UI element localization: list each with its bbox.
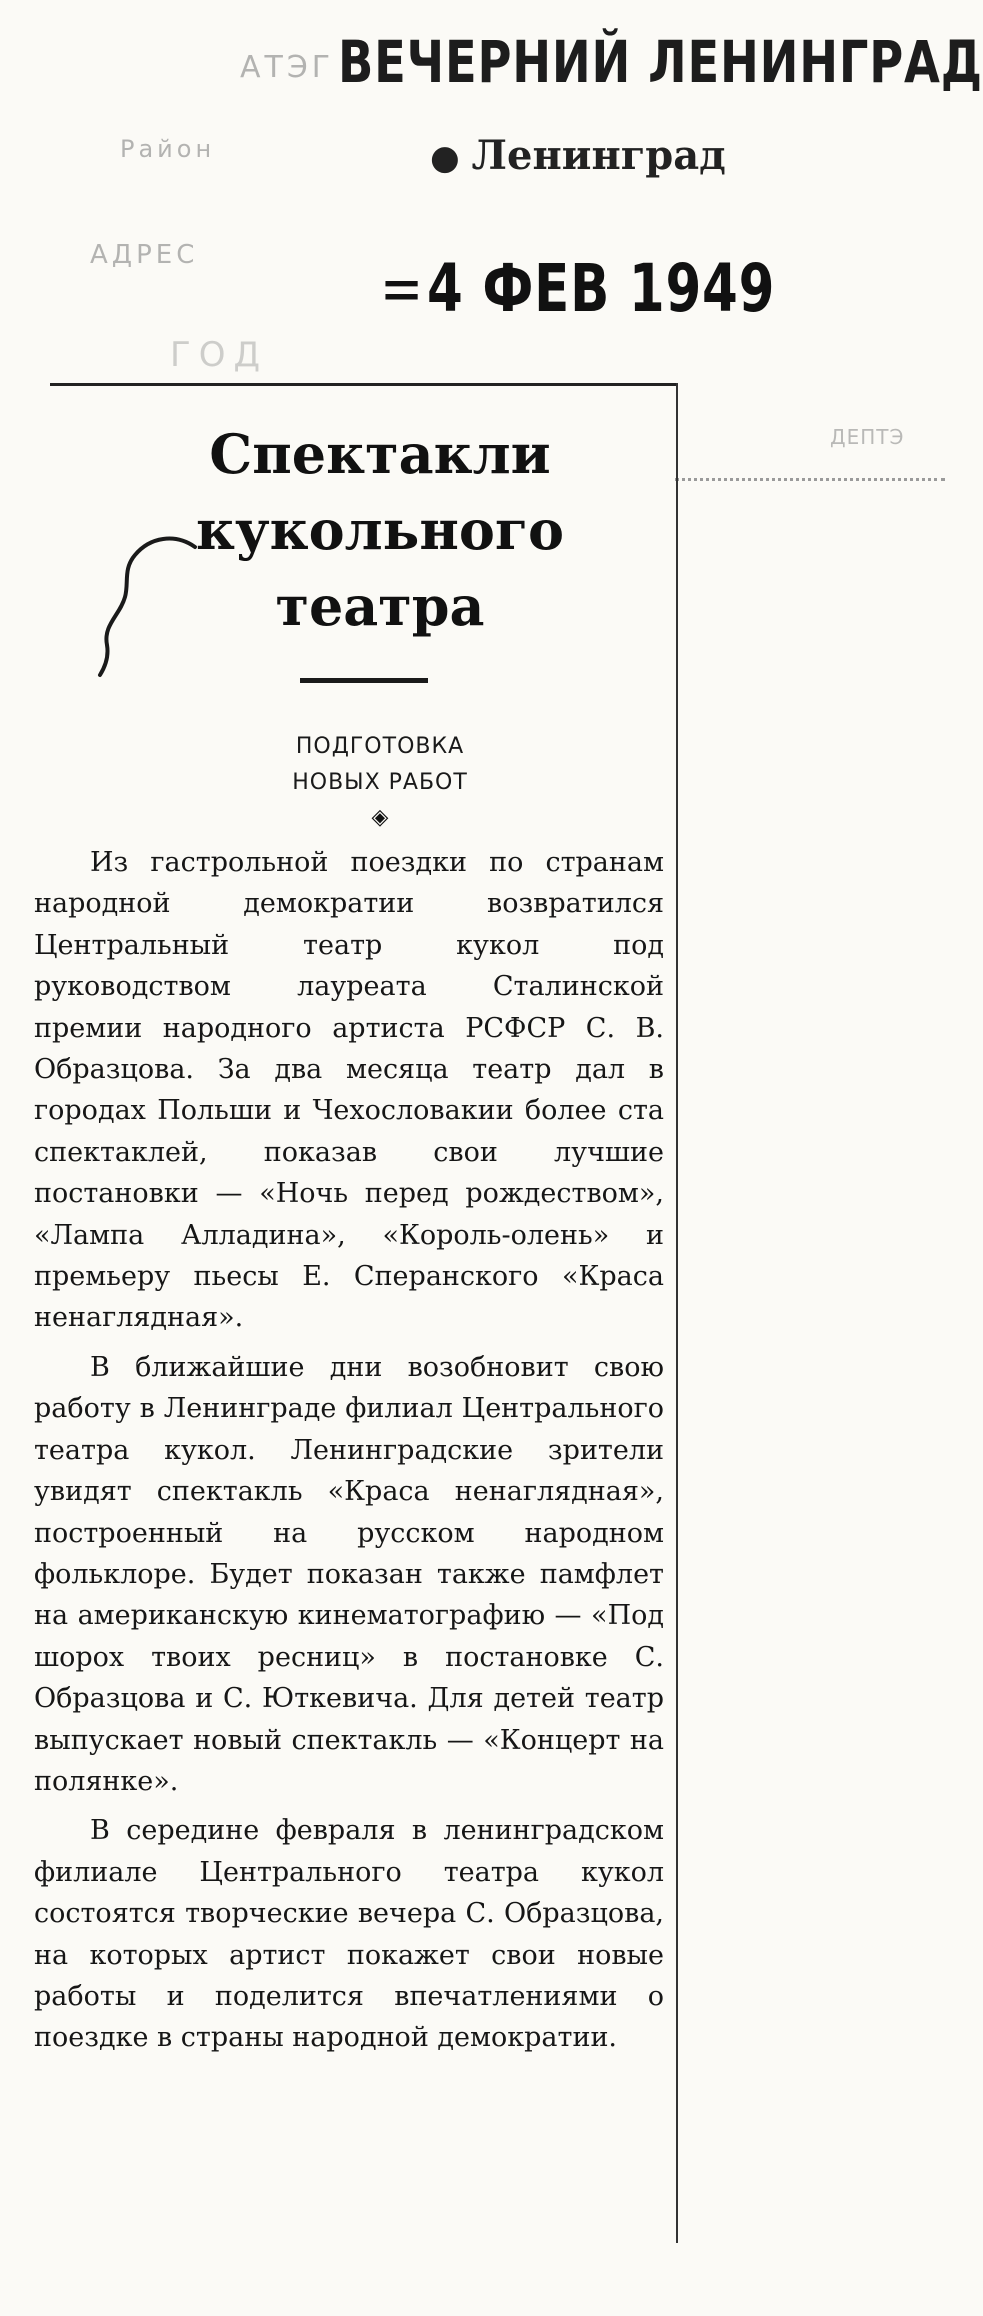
clipping-top-border [50,383,678,386]
article-body [30,842,670,2059]
subhead-line: ПОДГОТОВКА [295,734,465,759]
dotted-divider [675,478,945,481]
city-label: Ленинград [471,132,726,179]
date-value: 4 ФЕВ 1949 [427,250,776,327]
date-dash: = [380,250,424,327]
stamp-faded-line: АТЭГ [240,50,335,85]
article-paragraph: В ближайшие дни возобновит свою работу в Ленинграде филиал Центрального театра кукол. Ленинградские зрители увидят спектакль «Краса ненаглядная», построенный на русском народном фольклоре. Будет показан также памфлет на американскую кинематографию — «Под шорох твоих ресниц» в постановке С. Образцова и С. Юткевича. Для детей театр выпускает новый спектакль — «Концерт на полянке». [34,1351,664,1797]
article-paragraph: Из гастрольной поездки по странам народной демократии возвратился Центральный театр кукол под руководством лауреата Сталинской премии народного артиста РСФСР С. В. Образцова. За два месяца театр дал в городах Польши и Чехословакии более ста спектаклей, показав свои лучшие постановки — «Ночь перед рождеством», «Лампа Алладина», «Король-олень» и премьеру пьесы Е. Сперанского «Краса ненаглядная». [34,847,664,1334]
stamp-faded-line: АДРЕС [90,240,199,270]
bullet-icon: ● [430,138,460,178]
article-headline [30,400,670,644]
headline-line: Спектакли [209,422,551,486]
stamp-date [380,250,775,327]
publication-city [430,132,726,179]
stamp-faded-line: Район [120,135,216,163]
clipping-right-border [676,383,678,2243]
article-subhead [30,729,670,801]
subhead-line: НОВЫХ РАБОТ [292,770,468,795]
article-paragraph: В середине февраля в ленинградском филиале Центрального театра кукол состоятся творческие вечера С. Образцова, на которых артист покажет свои новые работы и поделится впечатлениями о поездке в страны народной демократии. [34,1815,664,2054]
stamp-faded-line: ДЕПТЭ [830,425,905,449]
headline-rule [300,678,428,683]
publication-name: ВЕЧЕРНИЙ ЛЕНИНГРАД [338,28,983,96]
article [30,400,670,2067]
headline-line: театра [275,574,485,638]
stamp-faded-line: ГОД [170,335,269,375]
headline-line: кукольного [196,498,564,562]
ornament-icon: ◈ [371,805,389,830]
